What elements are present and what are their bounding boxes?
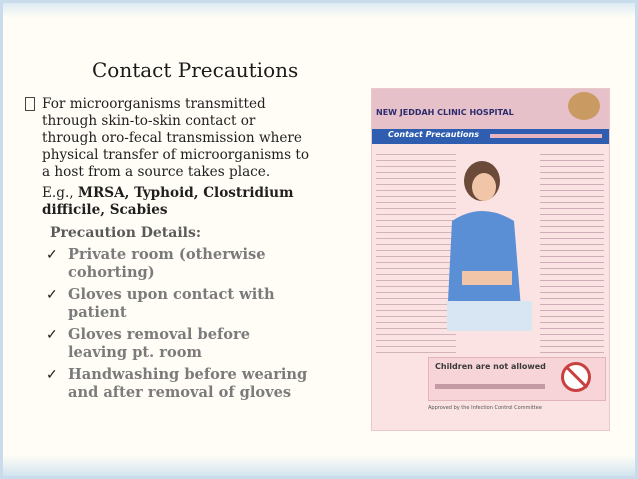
precaution-item: [42, 246, 312, 282]
content-body: [42, 96, 312, 406]
poster-warning-box: [428, 357, 606, 401]
checkmark-icon: ✓: [46, 247, 58, 263]
details-heading: Precaution Details:: [50, 225, 202, 241]
slide-title: Contact Precautions: [92, 58, 299, 82]
hospital-logo-icon: [568, 92, 600, 120]
square-bullet-icon: [25, 97, 35, 111]
precaution-list: [42, 246, 312, 402]
precaution-text: Gloves removal before leaving pt. room: [68, 326, 250, 361]
example-organisms: MRSA, Typhoid, Clostridium difficile, Scabies: [42, 185, 294, 218]
main-bullet-text: For microorganisms transmitted through skin-to-skin contact or through oro-fecal transmission where physical transfer of microorganisms to a host from a source takes place.: [42, 96, 310, 180]
poster-header: [372, 89, 609, 129]
poster-title-strip: [372, 129, 609, 144]
example-prefix: E.g.,: [42, 185, 78, 201]
checkmark-icon: ✓: [46, 367, 58, 383]
precaution-item: [42, 366, 312, 402]
checkmark-icon: ✓: [46, 327, 58, 343]
precaution-text: Gloves upon contact with patient: [68, 286, 275, 321]
poster-hospital-name: NEW JEDDAH CLINIC HOSPITAL: [376, 108, 514, 117]
poster-arabic-text-block: [540, 149, 604, 354]
poster-arabic-title: [490, 134, 602, 138]
checkmark-icon: ✓: [46, 287, 58, 303]
poster-title: Contact Precautions: [388, 130, 479, 139]
example-line: [42, 185, 312, 219]
precaution-item: [42, 286, 312, 322]
precaution-item: [42, 326, 312, 362]
no-children-icon: [561, 362, 591, 392]
nurse-illustration: [442, 151, 532, 351]
poster-warning-text: Children are not allowed: [435, 362, 546, 371]
precaution-text: Handwashing before wearing and after removal of gloves: [68, 366, 308, 401]
precaution-text: Private room (otherwise cohorting): [68, 246, 266, 281]
poster-warning-arabic: [435, 384, 545, 389]
hospital-poster-image: [371, 88, 610, 431]
poster-footer: Approved by the Infection Control Committee: [428, 405, 542, 411]
